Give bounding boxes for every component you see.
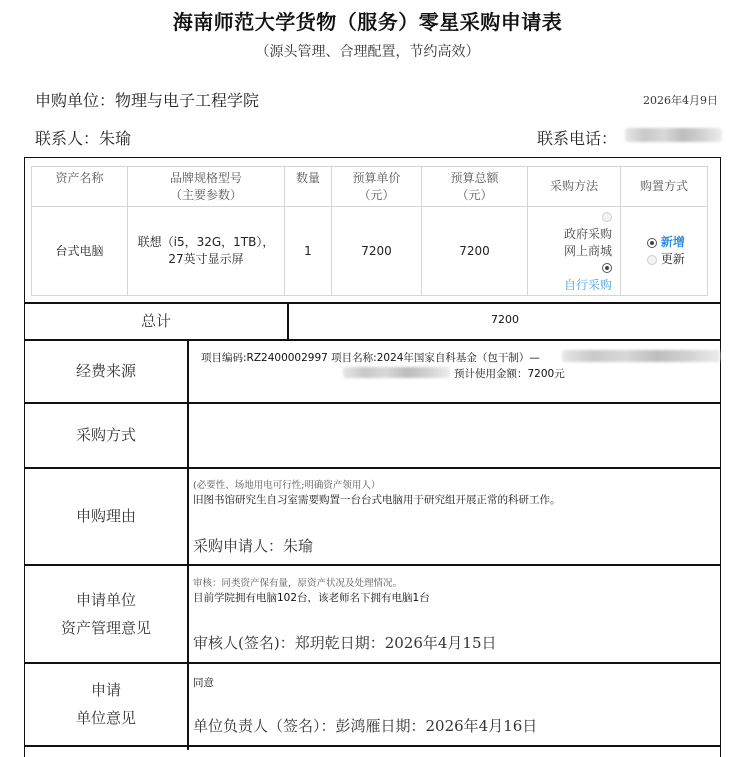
col-unit-price: 预算单价 （元） [332,167,422,207]
application-date: 2026年4月9日 [643,94,718,107]
total-label: 总计 [140,312,171,330]
unit-opinion-text: 同意 [193,677,214,689]
col-total: 预算总额 （元） [422,167,528,207]
unit-opinion-signature: 单位负责人（签名）：彭鸿雁日期：2026年4月16日 [193,717,538,735]
contact-phone-label: 联系电话： [537,129,618,148]
col-spec: 品牌规格型号 （主要参数） [128,167,285,207]
applicant-unit: 申购单位：物理与电子工程学院 [35,91,260,110]
col-procurement-method: 采购方法 [528,167,621,207]
items-row [32,207,708,296]
form-title: 海南师范大学货物（服务）零星采购申请表 [172,10,563,34]
radio-replace[interactable] [647,255,657,265]
funding-line2: 预计使用金额：7200元 [454,368,565,380]
funding-label: 经费来源 [75,362,136,380]
asset-opinion-signature: 审核人(签名)：郑玥乾日期：2026年4月15日 [193,634,497,652]
funding-redacted [343,367,450,378]
radio-new[interactable] [647,238,657,248]
col-purchase-type: 购置方式 [621,167,708,207]
reason-hint: (必要性、场地用电可行性;明确资产领用人） [193,480,381,491]
items-header-row [32,167,708,207]
asset-unit-price: 7200 [332,207,422,296]
option-new[interactable]: 新增 [647,234,703,251]
divider [187,339,189,750]
asset-opinion-hint: 审核：同类资产保有量，原资产状况及处理情况。 [193,578,403,589]
form-subtitle: （源头管理、合理配置，节约高效） [255,44,480,60]
asset-name: 台式电脑 [32,207,128,296]
items-table [31,166,708,296]
divider [24,745,721,747]
procurement-method-options [528,207,621,296]
asset-spec: 联想（i5，32G，1TB），27英寸显示屏 [128,207,285,296]
asset-opinion-label: 申请单位 资产管理意见 [60,590,151,637]
funding-line1: 项目编码:RZ2400002997 项目名称:2024年国家自科基金（包干制）— [201,352,540,364]
reason-applicant: 采购申请人：朱瑜 [193,537,314,555]
option-self-procurement[interactable]: 自行采购 [563,277,612,292]
contact-person: 联系人：朱瑜 [35,129,132,148]
radio-gov-procurement[interactable] [602,212,612,222]
col-asset-name: 资产名称 [32,167,128,207]
reason-label: 申购理由 [75,507,136,525]
phone-redacted [625,128,722,142]
radio-self-procurement[interactable] [602,263,612,273]
funding-redacted [562,350,720,362]
total-value: 7200 [491,313,519,326]
asset-quantity: 1 [285,207,332,296]
asset-opinion-text: 目前学院拥有电脑102台，该老师名下拥有电脑1台 [193,592,430,604]
reason-text: 旧图书馆研究生自习室需要购置一台台式电脑用于研究组开展正常的科研工作。 [193,494,561,506]
option-replace[interactable]: 更新 [647,251,703,268]
option-online-mall[interactable]: 网上商城 [563,243,612,258]
unit-opinion-label: 申请 单位意见 [75,681,136,727]
col-quantity: 数量 [285,167,332,207]
procurement-method-field[interactable] [189,404,720,466]
option-gov-procurement[interactable]: 政府采购 [563,226,612,241]
asset-total: 7200 [422,207,528,296]
procurement-method-label: 采购方式 [75,426,136,444]
purchase-type-options [621,207,708,296]
